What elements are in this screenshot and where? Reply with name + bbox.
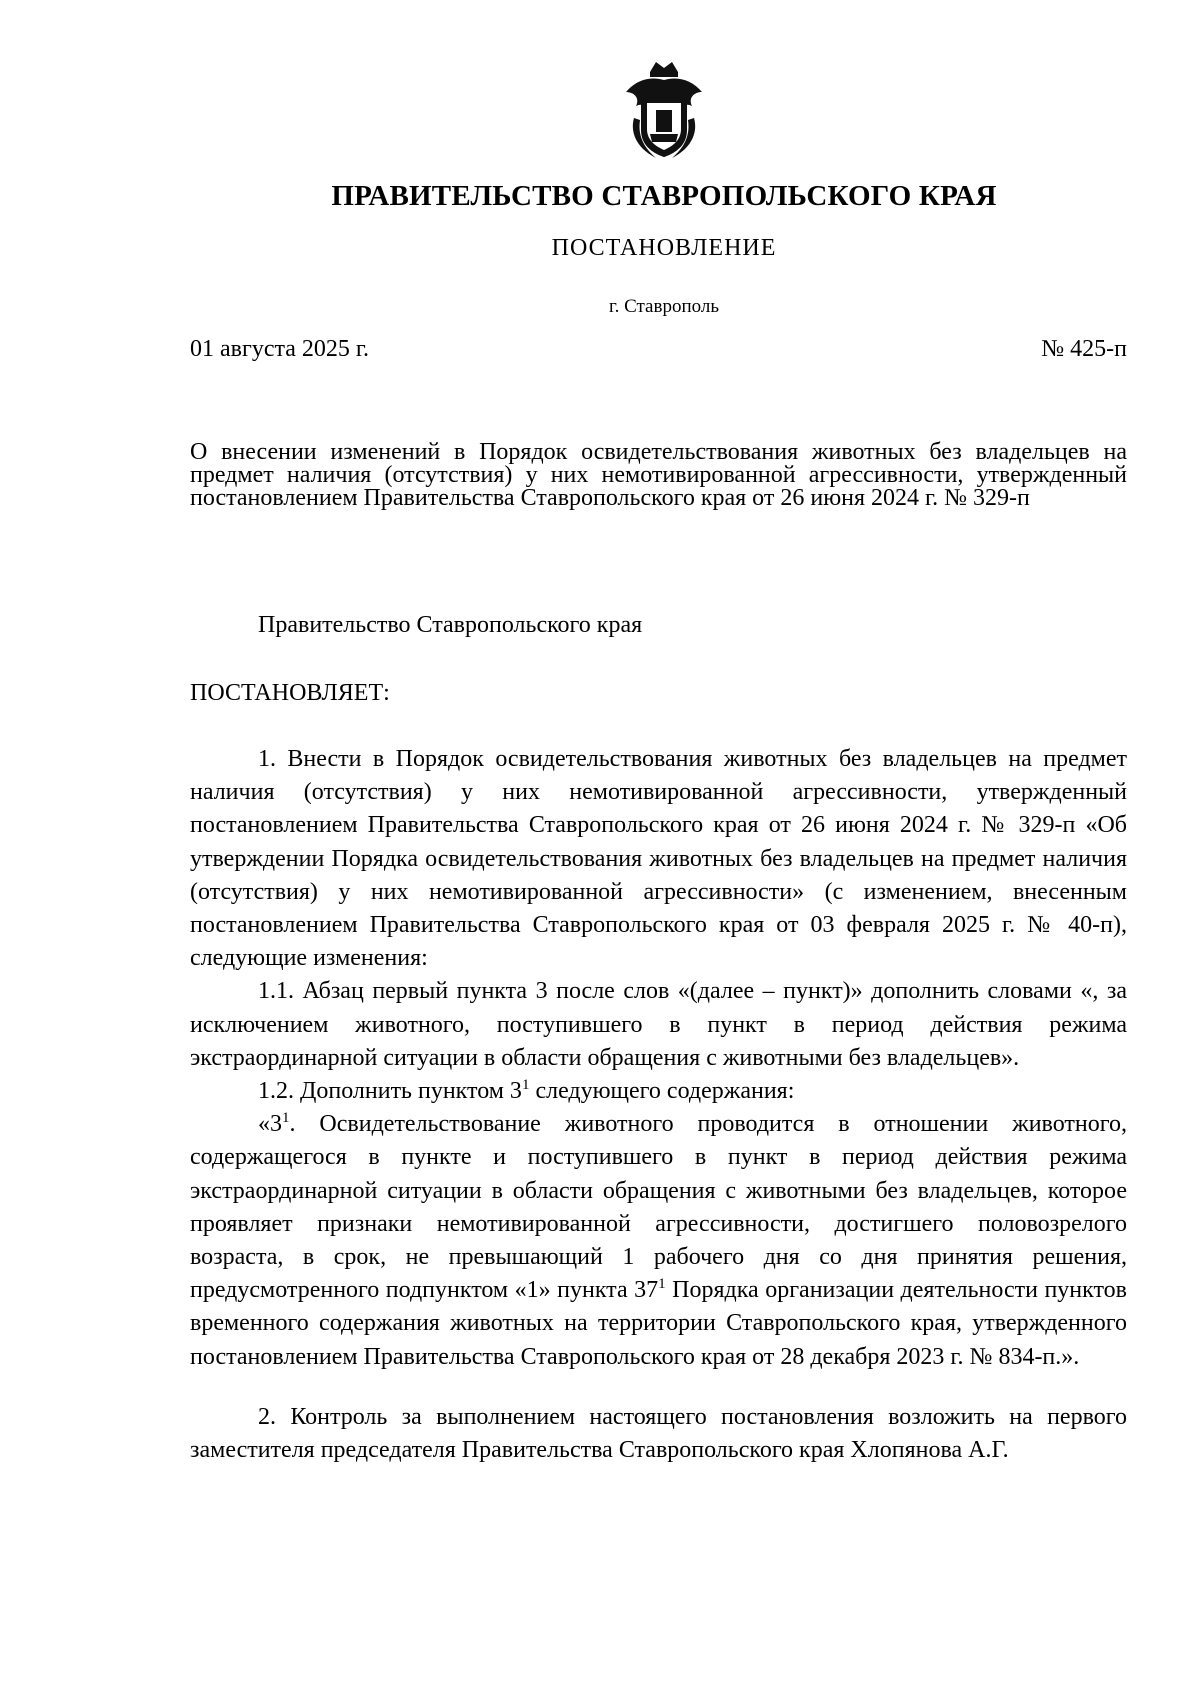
clause-1-1: 1.1. Абзац первый пункта 3 после слов «(далее – пункт)» дополнить словами «, за исключением животного, поступившего в пункт в период действия режима экстраординарной ситуации в области обращения с животными без владельцев». — [190, 978, 1127, 1071]
superscript: 1 — [521, 1077, 530, 1094]
intro-line: Правительство Ставропольского края — [258, 612, 643, 638]
document-body — [190, 743, 1127, 1467]
city-label: г. Ставрополь — [608, 296, 720, 317]
superscript: 1 — [282, 1110, 290, 1127]
clause-1-2-text: 1.2. Дополнить пунктом 3 — [258, 1078, 522, 1105]
clause-2: 2. Контроль за выполнением настоящего постановления возложить на первого заместителя председателя Правительства Ставропольского края Хлопянова А.Г. — [190, 1403, 1127, 1464]
resolves-heading: ПОСТАНОВЛЯЕТ: — [190, 680, 390, 706]
document-number: № 425-п — [1041, 336, 1127, 362]
quote-text-middle: . Освидетельствование животного проводится в отношении животного, содержащегося в пункте и поступившего в пункт в период действия режима экстраординарной ситуации в области обращения с животными без владельцев, которое проявляет признаки немотивированной агрессивности, достигшего половозрелого возраста, в срок, не превышающий 1 рабочего дня со дня принятия решения, предусмотренного подпунктом «1» пункта 37 — [190, 1111, 1127, 1304]
document-date: 01 августа 2025 г. — [190, 336, 370, 362]
superscript: 1 — [658, 1276, 666, 1293]
quote-text-end: Порядка организации деятельности пунктов временного содержания животных на территории Ставропольского края, утвержденного постановлением Правительства Ставропольского края от 28 декабря 2023 г. № 834-п.». — [190, 1277, 1127, 1370]
document-subject: О внесении изменений в Порядок освидетельствования животных без владельцев на предмет наличия (отсутствия) у них немотивированной агрессивности, утвержденный постановлением Правительства Ставропольского края от 26 июня 2024 г. № 329-п — [190, 439, 1127, 511]
clause-1-2-text-end: следующего содержания: — [529, 1078, 795, 1105]
clause-3-1-quote — [190, 1108, 1127, 1374]
clause-1: 1. Внести в Порядок освидетельствования животных без владельцев на предмет наличия (отсутствия) у них немотивированной агрессивности, утвержденный постановлением Правительства Ставропольского края от 26 июня 2024 г. № 329-п «Об утверждении Порядка освидетельствования животных без владельцев на предмет наличия (отсутствия) у них немотивированной агрессивности» (с изменением, внесенным постановлением Правительства Ставропольского края от 03 февраля 2025 г. № 40-п), следующие изменения: — [190, 746, 1127, 972]
quote-text-start: «3 — [258, 1111, 282, 1138]
document-type: ПОСТАНОВЛЕНИЕ — [551, 235, 777, 261]
clause-1-2 — [190, 1075, 1127, 1108]
coat-of-arms-icon — [620, 58, 708, 162]
organization-title: ПРАВИТЕЛЬСТВО СТАВРОПОЛЬСКОГО КРАЯ — [331, 180, 997, 212]
